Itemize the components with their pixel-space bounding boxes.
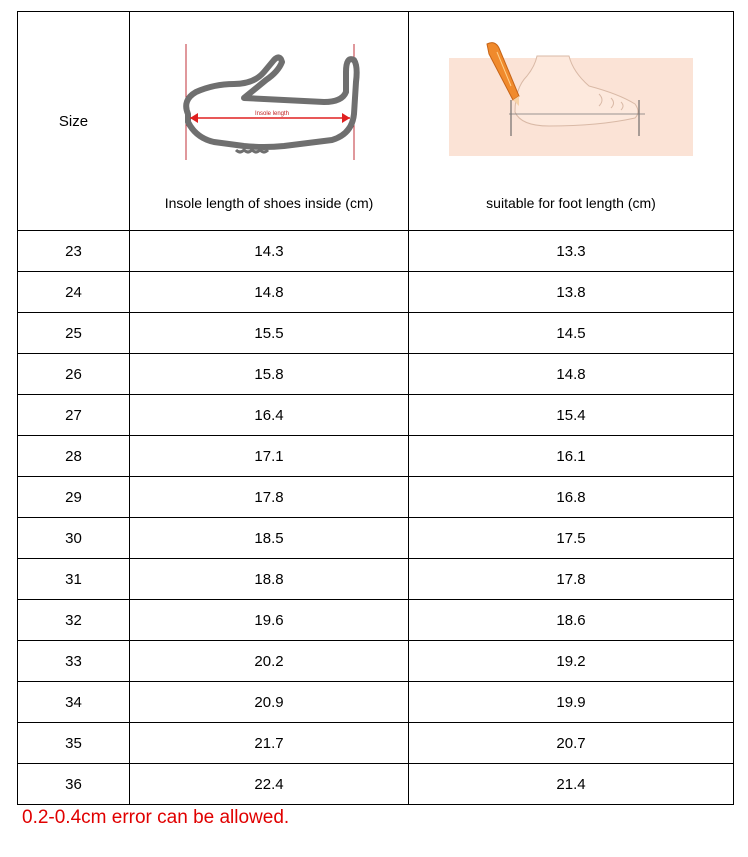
foot-length-cell: 17.5 [409, 518, 734, 559]
foot-length-cell: 18.6 [409, 600, 734, 641]
foot-length-cell: 20.7 [409, 723, 734, 764]
table-row [18, 354, 734, 395]
insole-length-caption: Insole length of shoes inside (cm) [164, 195, 374, 211]
size-cell: 25 [18, 313, 130, 354]
size-cell: 36 [18, 764, 130, 805]
table-row [18, 313, 734, 354]
foot-length-cell: 13.8 [409, 272, 734, 313]
table-row [18, 436, 734, 477]
insole-length-cell: 14.8 [130, 272, 409, 313]
insole-length-cell: 20.9 [130, 682, 409, 723]
table-header-row [18, 12, 734, 231]
size-cell: 26 [18, 354, 130, 395]
size-cell: 27 [18, 395, 130, 436]
insole-length-cell: 15.8 [130, 354, 409, 395]
size-header-label: Size [58, 112, 89, 130]
foot-length-cell: 19.2 [409, 641, 734, 682]
foot-length-cell: 15.4 [409, 395, 734, 436]
insole-length-cell: 20.2 [130, 641, 409, 682]
shoe-insole-diagram [174, 42, 364, 162]
size-cell: 30 [18, 518, 130, 559]
size-cell: 31 [18, 559, 130, 600]
size-cell: 28 [18, 436, 130, 477]
foot-length-cell: 14.8 [409, 354, 734, 395]
table-row [18, 559, 734, 600]
foot-length-cell: 17.8 [409, 559, 734, 600]
table-row [18, 231, 734, 272]
insole-length-cell: 19.6 [130, 600, 409, 641]
table-row [18, 764, 734, 805]
insole-length-cell: 22.4 [130, 764, 409, 805]
table-row [18, 641, 734, 682]
foot-length-caption: suitable for foot length (cm) [486, 195, 656, 211]
foot-length-header-cell [409, 12, 734, 231]
insole-header-cell [130, 12, 409, 231]
size-cell: 33 [18, 641, 130, 682]
insole-length-cell: 15.5 [130, 313, 409, 354]
insole-length-cell: 17.8 [130, 477, 409, 518]
insole-length-cell: 18.5 [130, 518, 409, 559]
error-tolerance-note: 0.2-0.4cm error can be allowed. [22, 807, 290, 828]
table-row [18, 272, 734, 313]
foot-length-cell: 21.4 [409, 764, 734, 805]
insole-length-cell: 14.3 [130, 231, 409, 272]
size-chart-table [17, 11, 734, 805]
size-cell: 29 [18, 477, 130, 518]
foot-length-cell: 16.1 [409, 436, 734, 477]
table-row [18, 723, 734, 764]
size-cell: 23 [18, 231, 130, 272]
insole-length-cell: 21.7 [130, 723, 409, 764]
table-row [18, 600, 734, 641]
foot-length-cell: 14.5 [409, 313, 734, 354]
size-cell: 32 [18, 600, 130, 641]
size-cell: 34 [18, 682, 130, 723]
table-row [18, 682, 734, 723]
insole-length-cell: 18.8 [130, 559, 409, 600]
foot-length-cell: 16.8 [409, 477, 734, 518]
foot-length-cell: 13.3 [409, 231, 734, 272]
insole-length-cell: 17.1 [130, 436, 409, 477]
table-row [18, 518, 734, 559]
size-cell: 35 [18, 723, 130, 764]
insole-length-diagram-label: Insole length [254, 111, 290, 117]
table-row [18, 477, 734, 518]
size-header-cell [18, 12, 130, 231]
insole-length-cell: 16.4 [130, 395, 409, 436]
size-cell: 24 [18, 272, 130, 313]
foot-length-cell: 19.9 [409, 682, 734, 723]
table-row [18, 395, 734, 436]
foot-measure-diagram [449, 42, 693, 162]
